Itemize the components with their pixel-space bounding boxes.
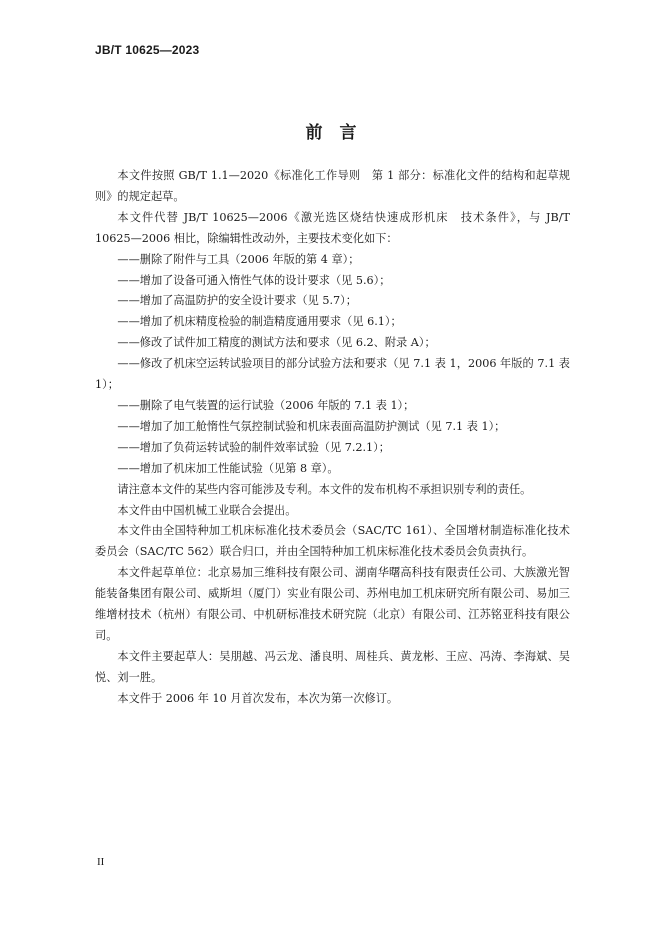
page-title: 前 言 [305,123,357,143]
change-item: ——增加了机床精度检验的制造精度通用要求（见 6.1）； [117,315,402,329]
proposer-paragraph: 本文件由中国机械工业联合会提出。 [117,503,297,517]
change-item: ——增加了加工舱惰性气氛控制试验和机床表面高温防护测试（见 7.1 表 1）； [117,419,506,433]
paragraph: 本文件按照 GB/T 1.1—2020《标准化工作导则 第 1 部分：标准化文件的结构和起草规则》的规定起草。 [95,169,570,203]
change-item: ——增加了高温防护的安全设计要求（见 5.7）； [117,294,357,308]
change-item: ——增加了设备可通入惰性气体的设计要求（见 5.6）； [117,273,391,287]
change-item: ——删除了附件与工具（2006 年版的第 4 章）； [117,252,360,266]
change-item: ——修改了试件加工精度的测试方法和要求（见 6.2、附录 A）； [117,336,436,350]
foreword-body [95,166,570,710]
history-paragraph: 本文件于 2006 年 10 月首次发布，本次为第一次修订。 [117,691,399,705]
drafters-paragraph: 本文件主要起草人：吴朋越、冯云龙、潘良明、周桂兵、黄龙彬、王应、冯涛、李海斌、吴悦、刘一胜。 [95,649,570,684]
page-number: II [97,856,105,868]
paragraph: 本文件代替 JB/T 10625—2006《激光选区烧结快速成形机床 技术条件》，与 JB/T 10625—2006 相比，除编辑性改动外，主要技术变化如下： [95,210,570,245]
change-item: ——修改了机床空运转试验项目的部分试验方法和要求（见 7.1 表 1，2006 年版的 7.1 表 1）； [95,357,570,392]
drafting-units-paragraph: 本文件起草单位：北京易加三维科技有限公司、湖南华曙高科技有限责任公司、大族激光智能装备集团有限公司、威斯坦（厦门）实业有限公司、苏州电加工机床研究所有限公司、易加三维增材技术（杭州）有限公司、中机研标准技术研究院（北京）有限公司、江苏铭亚科技有限公司。 [95,566,570,642]
change-item: ——删除了电气装置的运行试验（2006 年版的 7.1 表 1）； [117,398,415,412]
patent-notice: 请注意本文件的某些内容可能涉及专利。本文件的发布机构不承担识别专利的责任。 [117,482,532,496]
document-code: JB/T 10625—2023 [95,43,200,57]
change-item: ——增加了机床加工性能试验（见第 8 章）。 [117,461,339,475]
change-item: ——增加了负荷运转试验的制件效率试验（见 7.2.1）； [117,440,390,454]
committee-paragraph: 本文件由全国特种加工机床标准化技术委员会（SAC/TC 161）、全国增材制造标准化技术委员会（SAC/TC 562）联合归口，并由全国特种加工机床标准化技术委员会负责执行。 [95,524,570,559]
